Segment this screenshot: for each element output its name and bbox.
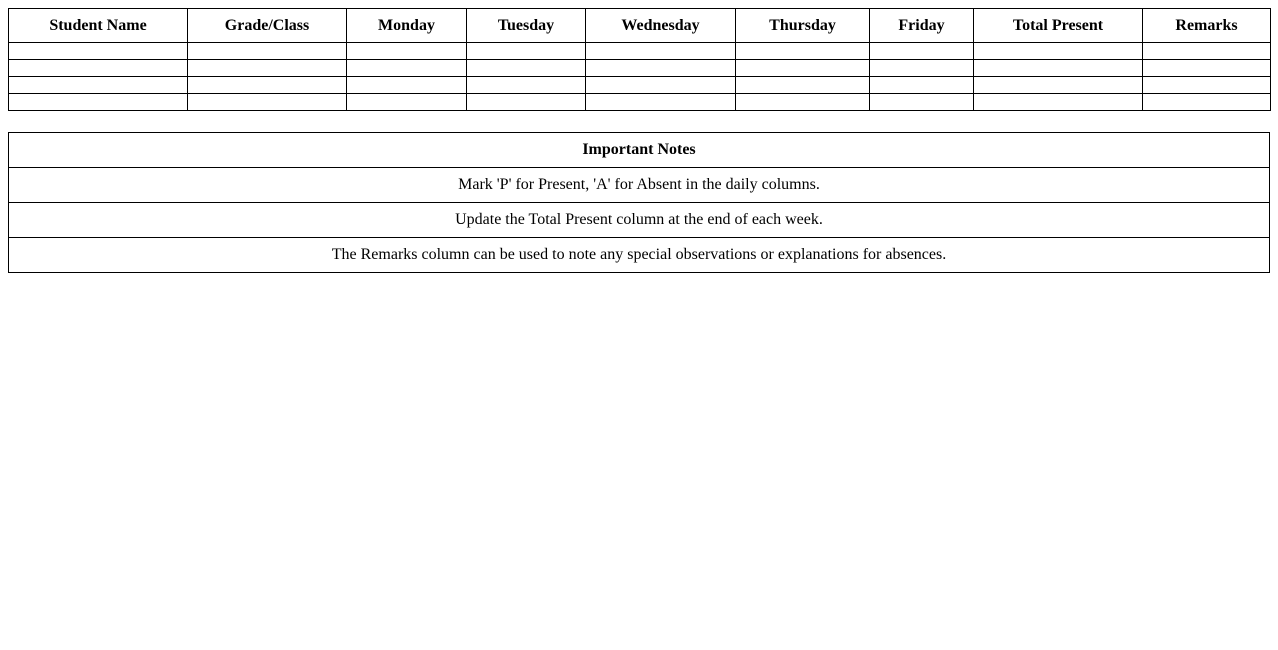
note-item: Mark 'P' for Present, 'A' for Absent in the daily columns. — [9, 168, 1270, 203]
cell-grade-class[interactable] — [188, 60, 347, 77]
cell-friday[interactable] — [870, 43, 974, 60]
attendance-table — [8, 8, 1271, 111]
cell-total-present[interactable] — [974, 94, 1143, 111]
header-thursday: Thursday — [736, 9, 870, 43]
cell-tuesday[interactable] — [467, 60, 586, 77]
notes-title: Important Notes — [9, 133, 1270, 168]
cell-remarks[interactable] — [1143, 77, 1271, 94]
cell-wednesday[interactable] — [586, 94, 736, 111]
cell-total-present[interactable] — [974, 43, 1143, 60]
table-row — [9, 94, 1271, 111]
cell-friday[interactable] — [870, 60, 974, 77]
header-remarks: Remarks — [1143, 9, 1271, 43]
table-row — [9, 43, 1271, 60]
cell-monday[interactable] — [347, 60, 467, 77]
cell-remarks[interactable] — [1143, 60, 1271, 77]
cell-friday[interactable] — [870, 94, 974, 111]
cell-grade-class[interactable] — [188, 94, 347, 111]
cell-grade-class[interactable] — [188, 77, 347, 94]
cell-monday[interactable] — [347, 94, 467, 111]
cell-tuesday[interactable] — [467, 43, 586, 60]
cell-thursday[interactable] — [736, 60, 870, 77]
header-tuesday: Tuesday — [467, 9, 586, 43]
header-monday: Monday — [347, 9, 467, 43]
notes-row — [9, 168, 1270, 203]
header-friday: Friday — [870, 9, 974, 43]
note-item: The Remarks column can be used to note any special observations or explanations for absences. — [9, 238, 1270, 273]
cell-monday[interactable] — [347, 43, 467, 60]
note-item: Update the Total Present column at the end of each week. — [9, 203, 1270, 238]
attendance-header-row — [9, 9, 1271, 43]
cell-wednesday[interactable] — [586, 43, 736, 60]
cell-wednesday[interactable] — [586, 77, 736, 94]
cell-student-name[interactable] — [9, 43, 188, 60]
cell-total-present[interactable] — [974, 77, 1143, 94]
header-total-present: Total Present — [974, 9, 1143, 43]
cell-grade-class[interactable] — [188, 43, 347, 60]
cell-total-present[interactable] — [974, 60, 1143, 77]
cell-thursday[interactable] — [736, 77, 870, 94]
cell-tuesday[interactable] — [467, 77, 586, 94]
table-row — [9, 77, 1271, 94]
cell-monday[interactable] — [347, 77, 467, 94]
table-row — [9, 60, 1271, 77]
cell-student-name[interactable] — [9, 94, 188, 111]
cell-student-name[interactable] — [9, 77, 188, 94]
cell-remarks[interactable] — [1143, 43, 1271, 60]
cell-student-name[interactable] — [9, 60, 188, 77]
header-student-name: Student Name — [9, 9, 188, 43]
cell-wednesday[interactable] — [586, 60, 736, 77]
header-wednesday: Wednesday — [586, 9, 736, 43]
important-notes-table — [8, 132, 1270, 273]
notes-header-row — [9, 133, 1270, 168]
notes-row — [9, 203, 1270, 238]
cell-thursday[interactable] — [736, 43, 870, 60]
cell-friday[interactable] — [870, 77, 974, 94]
cell-thursday[interactable] — [736, 94, 870, 111]
cell-tuesday[interactable] — [467, 94, 586, 111]
notes-row — [9, 238, 1270, 273]
cell-remarks[interactable] — [1143, 94, 1271, 111]
header-grade-class: Grade/Class — [188, 9, 347, 43]
